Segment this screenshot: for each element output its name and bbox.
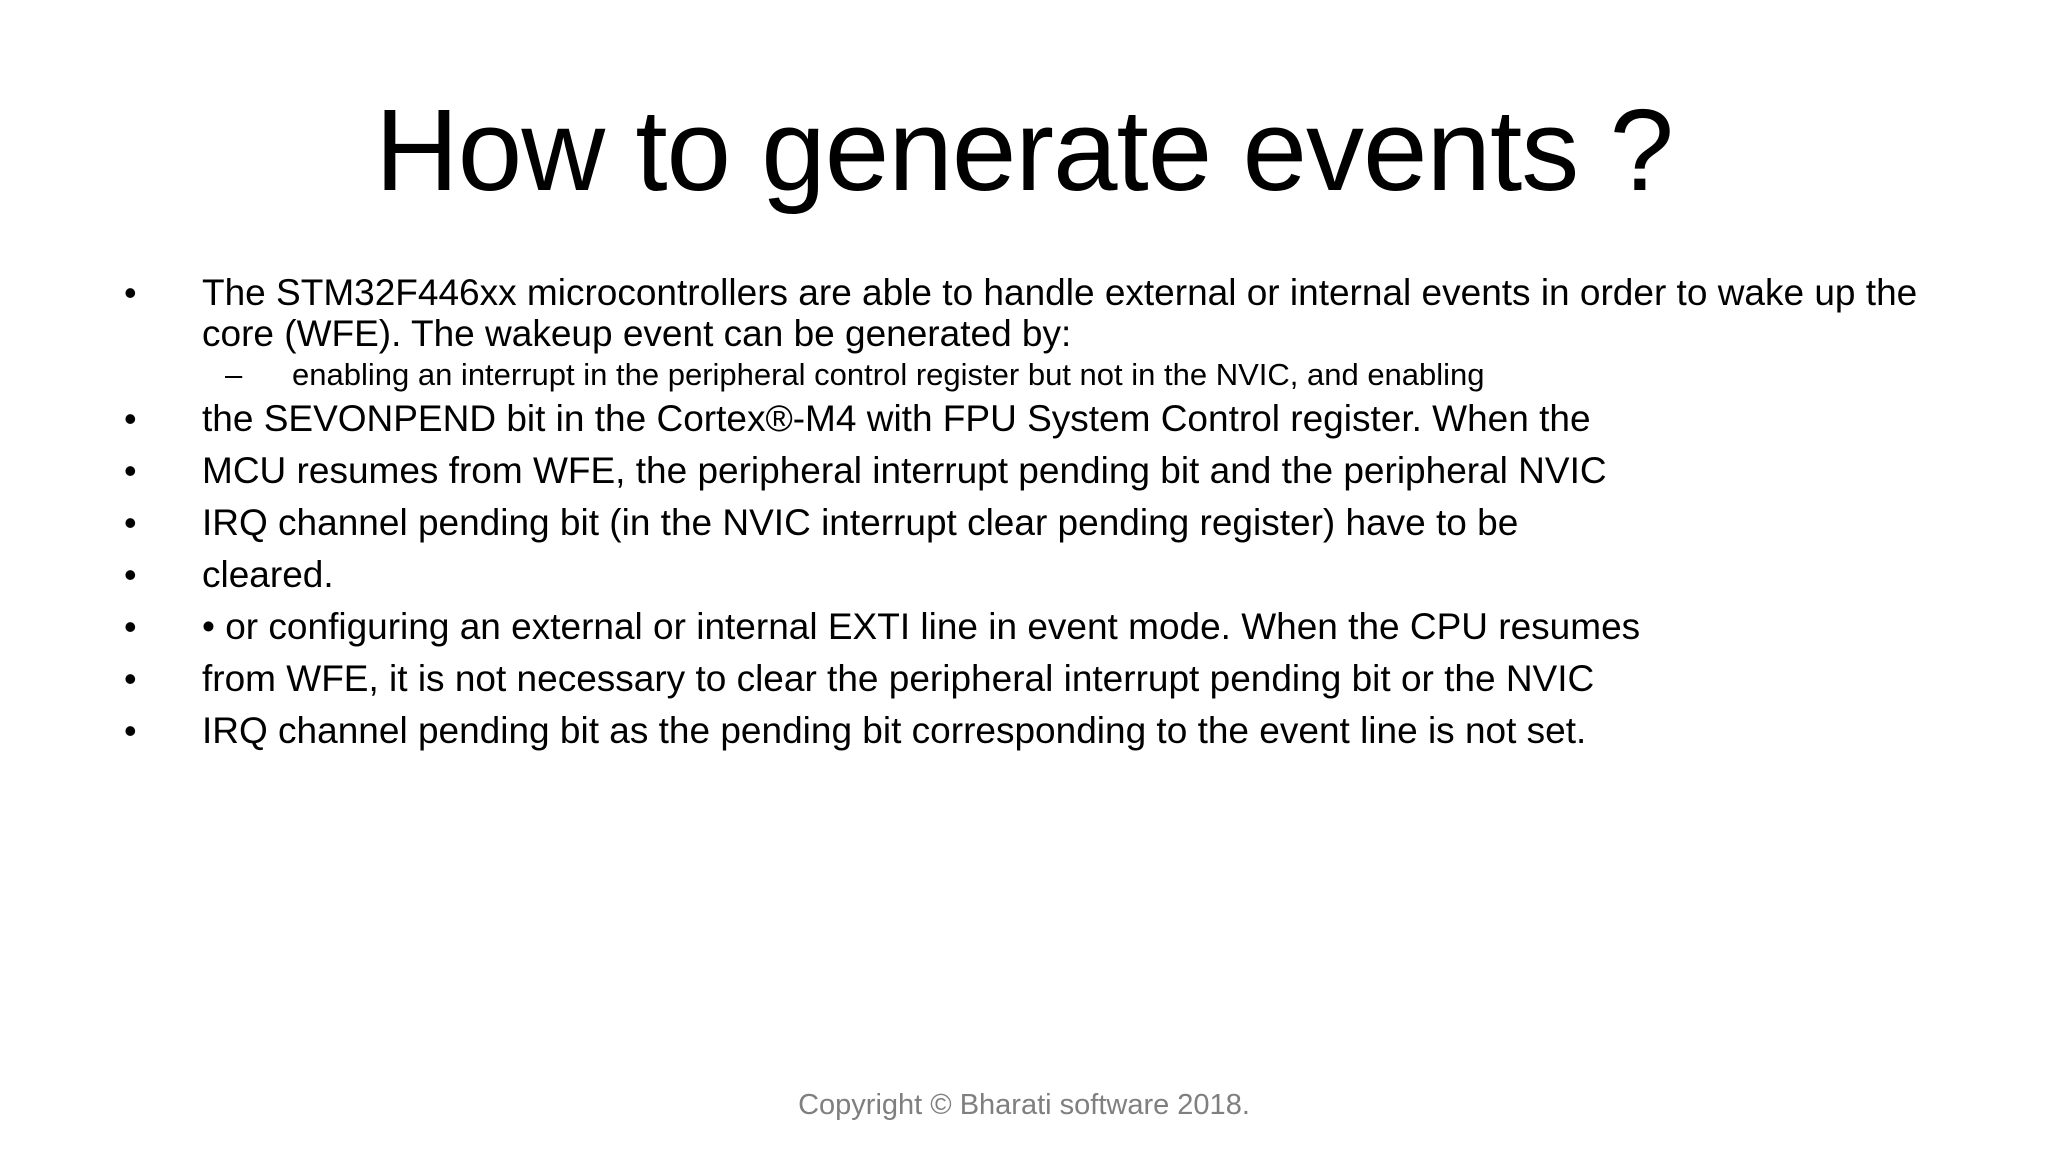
bullet-item [0,552,2048,604]
bullet-text: IRQ channel pending bit (in the NVIC interrupt clear pending register) have to be [202,502,1519,543]
copyright-footer: Copyright © Bharati software 2018. [798,1089,1250,1121]
sub-bullet-marker: – [225,357,243,392]
bullet-text: MCU resumes from WFE, the peripheral interrupt pending bit and the peripheral NVIC [202,450,1607,491]
bullet-text: from WFE, it is not necessary to clear the peripheral interrupt pending bit or the NVIC [202,658,1595,699]
slide-body [0,272,2048,760]
bullet-marker: • [124,658,137,699]
bullet-text: IRQ channel pending bit as the pending bit corresponding to the event line is not set. [202,710,1587,751]
bullet-marker: • [124,554,137,595]
bullet-text: • or configuring an external or internal EXTI line in event mode. When the CPU resumes [202,606,1641,647]
bullet-marker: • [124,502,137,543]
bullet-text: the SEVONPEND bit in the Cortex®-M4 with FPU System Control register. When the [202,398,1591,439]
bullet-item [0,708,2048,760]
sub-bullet-item [0,354,2048,396]
bullet-item [0,656,2048,708]
sub-bullet-text: enabling an interrupt in the peripheral control register but not in the NVIC, and enabling [292,357,1485,392]
bullet-item [0,448,2048,500]
bullet-marker: • [124,450,137,491]
bullet-marker: • [124,606,137,647]
bullet-marker: • [124,398,137,439]
bullet-marker: • [124,710,137,751]
bullet-marker: • [124,272,137,313]
bullet-text: The STM32F446xx microcontrollers are able to handle external or internal events in order to wake up the core (WFE). The wakeup event can be generated by: [202,272,1918,354]
bullet-item [0,272,2048,354]
bullet-item [0,500,2048,552]
bullet-item [0,604,2048,656]
slide-title: How to generate events ? [375,85,1673,215]
bullet-text: cleared. [202,554,334,595]
bullet-item [0,396,2048,448]
